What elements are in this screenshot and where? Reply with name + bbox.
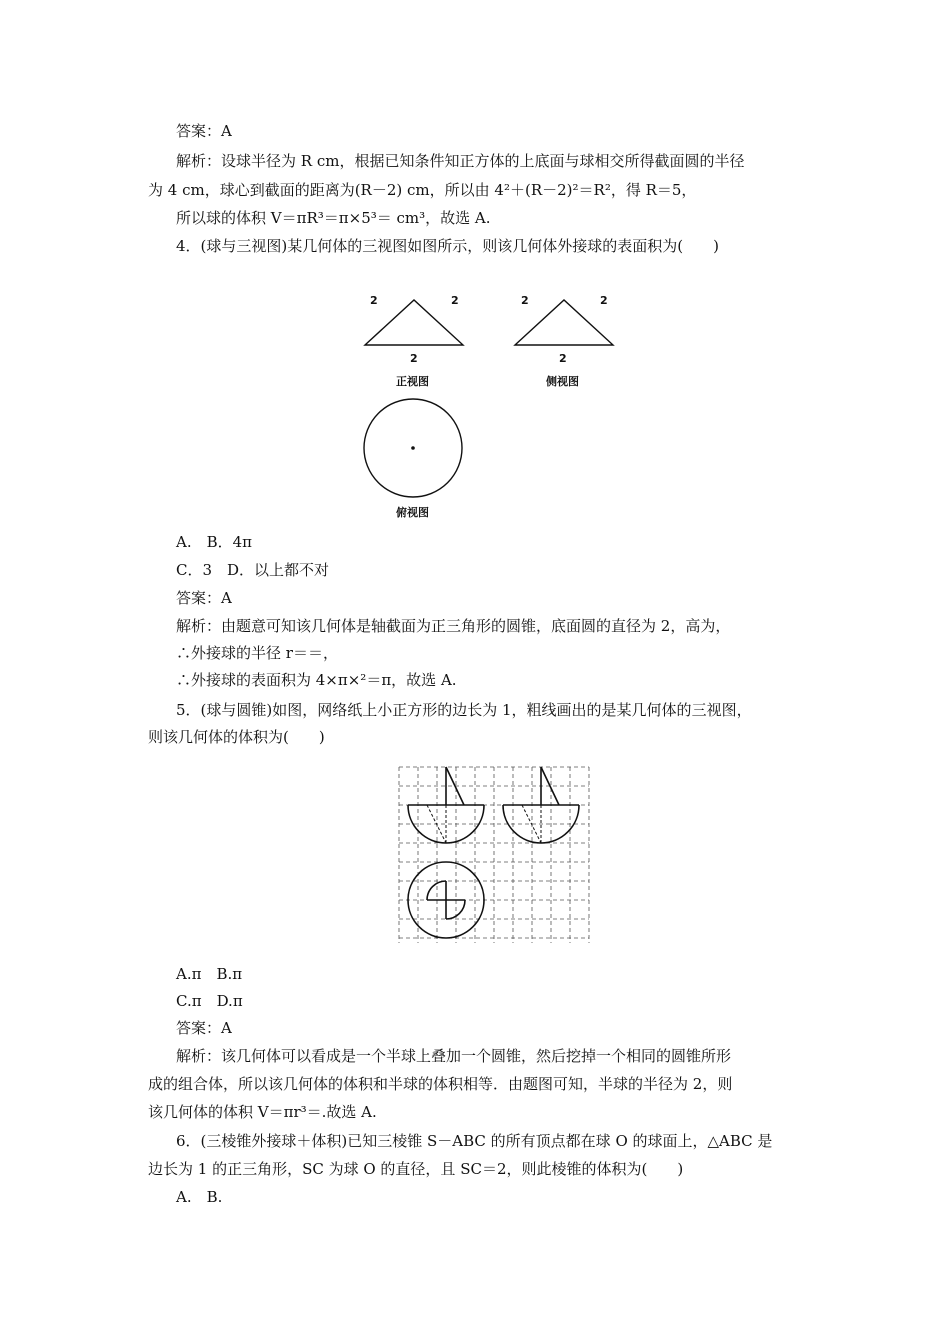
grid-lines [399, 767, 589, 943]
q6-stem-line-1: 6．(三棱锥外接球＋体积)已知三棱锥 S－ABC 的所有顶点都在球 O 的球面上，△ABC 是 [176, 1132, 773, 1150]
q5-analysis-line-1: 解析：该几何体可以看成是一个半球上叠加一个圆锥，然后挖掉一个相同的圆锥所形 [176, 1047, 732, 1065]
side-left-label: 2 [521, 294, 529, 307]
q4-figure-svg [350, 285, 630, 530]
q3-analysis-line-2: 为 4 cm，球心到截面的距离为(R－2) cm，所以由 4²＋(R－2)²＝R²，得 R＝5， [148, 181, 697, 199]
front-left-label: 2 [370, 294, 378, 307]
q6-options-line-1: A. B. [176, 1188, 223, 1206]
front-view-triangle [365, 300, 463, 345]
q5-options-line-1: A.π B.π [176, 965, 243, 983]
q5-figure-svg [394, 762, 594, 948]
q4-analysis-line-3: ∴外接球的表面积为 4×π×²＝π，故选 A. [176, 671, 457, 689]
q5-analysis-line-2: 成的组合体，所以该几何体的体积和半球的体积相等．由题图可知，半球的半径为 2，则 [148, 1075, 733, 1093]
q5-analysis-line-3: 该几何体的体积 V＝πr³＝.故选 A. [148, 1103, 377, 1121]
side-right-label: 2 [600, 294, 608, 307]
q3-answer: 答案：A [176, 122, 232, 140]
top-view-center-dot [411, 446, 415, 450]
q3-analysis-line-3: 所以球的体积 V＝πR³＝π×5³＝ cm³，故选 A. [176, 209, 491, 227]
q4-options-line-2: C．3 D．以上都不对 [176, 561, 330, 579]
q4-analysis-line-1: 解析：由题意可知该几何体是轴截面为正三角形的圆锥，底面圆的直径为 2，高为， [176, 617, 731, 635]
top-view-caption: 俯视图 [396, 506, 429, 519]
q5-options-line-2: C.π D.π [176, 992, 243, 1010]
q4-stem: 4．(球与三视图)某几何体的三视图如图所示，则该几何体外接球的表面积为( ) [176, 237, 719, 255]
q6-stem-line-2: 边长为 1 的正三角形，SC 为球 O 的直径，且 SC＝2，则此棱锥的体积为( ) [148, 1160, 684, 1178]
front-bottom-label: 2 [410, 352, 418, 365]
side-view-hidden-lines [522, 805, 541, 843]
q5-stem-line-1: 5．(球与圆锥)如图，网络纸上小正方形的边长为 1，粗线画出的是某几何体的三视图， [176, 701, 752, 719]
q5-grid-three-view-figure [394, 762, 594, 948]
front-view-caption: 正视图 [396, 375, 429, 388]
q4-three-view-figure [350, 285, 630, 530]
q5-stem-line-2: 则该几何体的体积为( ) [148, 728, 325, 746]
front-right-label: 2 [451, 294, 459, 307]
q3-analysis-line-1: 解析：设球半径为 R cm，根据已知条件知正方体的上底面与球相交所得截面圆的半径 [176, 152, 745, 170]
q4-analysis-line-2: ∴外接球的半径 r＝＝， [176, 644, 338, 662]
side-view-triangle [515, 300, 613, 345]
q4-answer: 答案：A [176, 589, 232, 607]
side-view-caption: 侧视图 [546, 375, 579, 388]
side-bottom-label: 2 [559, 352, 567, 365]
q5-answer: 答案：A [176, 1019, 232, 1037]
q4-options-line-1: A. B．4π [176, 533, 253, 551]
